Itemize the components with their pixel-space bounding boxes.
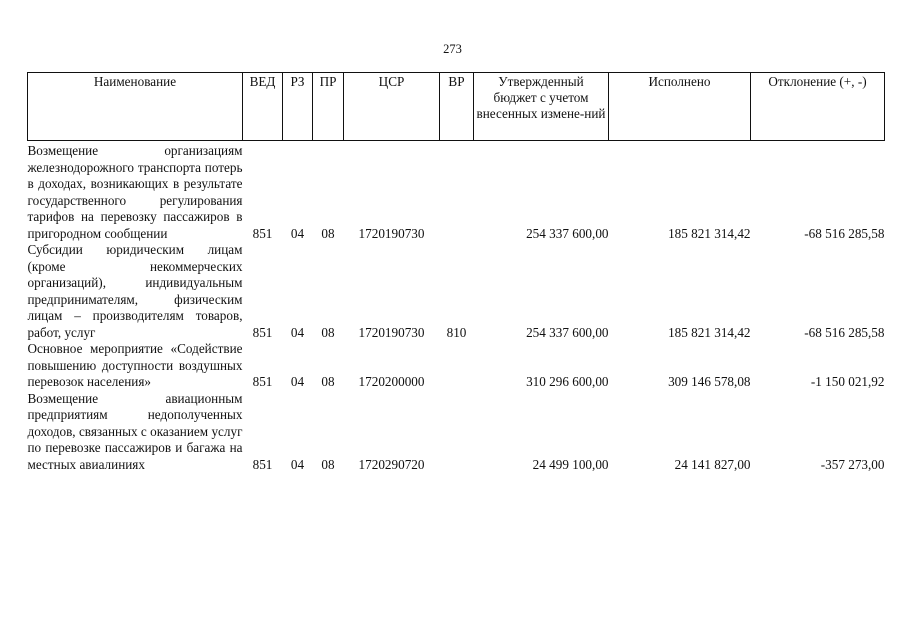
table-row (28, 242, 885, 341)
row-approved: 254 337 600,00 (526, 225, 609, 241)
row-pr: 08 (321, 324, 335, 340)
row-executed: 185 821 314,42 (668, 324, 751, 340)
row-name: Возмещение авиационным предприятиям недополученных доходов, связанных с оказанием услуг по перевозке пассажиров и багажа на местных авиалиниях (27, 390, 243, 472)
row-rz: 04 (290, 324, 305, 340)
row-executed: 309 146 578,08 (668, 374, 751, 389)
header-pr: ПР (313, 73, 344, 141)
table-row (28, 341, 885, 391)
row-deviation: -68 516 285,58 (804, 225, 885, 241)
row-vr (440, 341, 474, 391)
row-deviation: -68 516 285,58 (804, 324, 885, 340)
row-name: Возмещение организациям железнодорожного транспорта потерь в доходах, возникающих в результате государственного регулирования тарифов на перевозку пассажиров в пригородном сообщении (27, 143, 243, 241)
budget-table (27, 72, 885, 473)
table-row (28, 391, 885, 474)
row-vr (440, 141, 474, 243)
row-executed: 185 821 314,42 (668, 225, 751, 241)
header-ved: ВЕД (243, 73, 283, 141)
row-ved: 851 (252, 324, 273, 340)
row-csr: 1720190730 (358, 324, 425, 340)
table-header-row (28, 73, 885, 141)
page-number: 273 (443, 42, 462, 56)
row-rz: 04 (290, 456, 305, 472)
row-vr: 810 (446, 324, 467, 340)
header-rz: РЗ (283, 73, 313, 141)
row-rz: 04 (290, 374, 305, 389)
table-row (28, 141, 885, 243)
row-csr: 1720290720 (358, 456, 425, 472)
row-approved: 310 296 600,00 (526, 374, 609, 389)
row-pr: 08 (321, 374, 335, 389)
header-csr: ЦСР (344, 73, 440, 141)
header-deviation: Отклонение (+, -) (751, 73, 885, 141)
header-name: Наименование (28, 73, 243, 141)
row-executed: 24 141 827,00 (674, 456, 751, 472)
row-name: Субсидии юридическим лицам (кроме некоммерческих организаций), индивидуальным предпринимателям, физическим лицам – производителям товаров, работ, услуг (27, 242, 243, 340)
row-approved: 24 499 100,00 (532, 456, 609, 472)
row-vr (440, 391, 474, 474)
row-pr: 08 (321, 225, 335, 241)
row-ved: 851 (252, 374, 273, 389)
row-name: Основное мероприятие «Содействие повышению доступности воздушных перевозок населения» (27, 341, 243, 389)
header-approved-budget: Утвержденный бюджет с учетом внесенных измене-ний (474, 73, 609, 141)
header-executed: Исполнено (609, 73, 751, 141)
row-rz: 04 (290, 225, 305, 241)
header-vr: ВР (440, 73, 474, 141)
row-deviation: -357 273,00 (820, 456, 885, 472)
row-ved: 851 (252, 456, 273, 472)
row-pr: 08 (321, 456, 335, 472)
row-deviation: -1 150 021,92 (810, 374, 885, 389)
row-csr: 1720190730 (358, 225, 425, 241)
row-approved: 254 337 600,00 (526, 324, 609, 340)
row-csr: 1720200000 (358, 374, 425, 389)
row-ved: 851 (252, 225, 273, 241)
